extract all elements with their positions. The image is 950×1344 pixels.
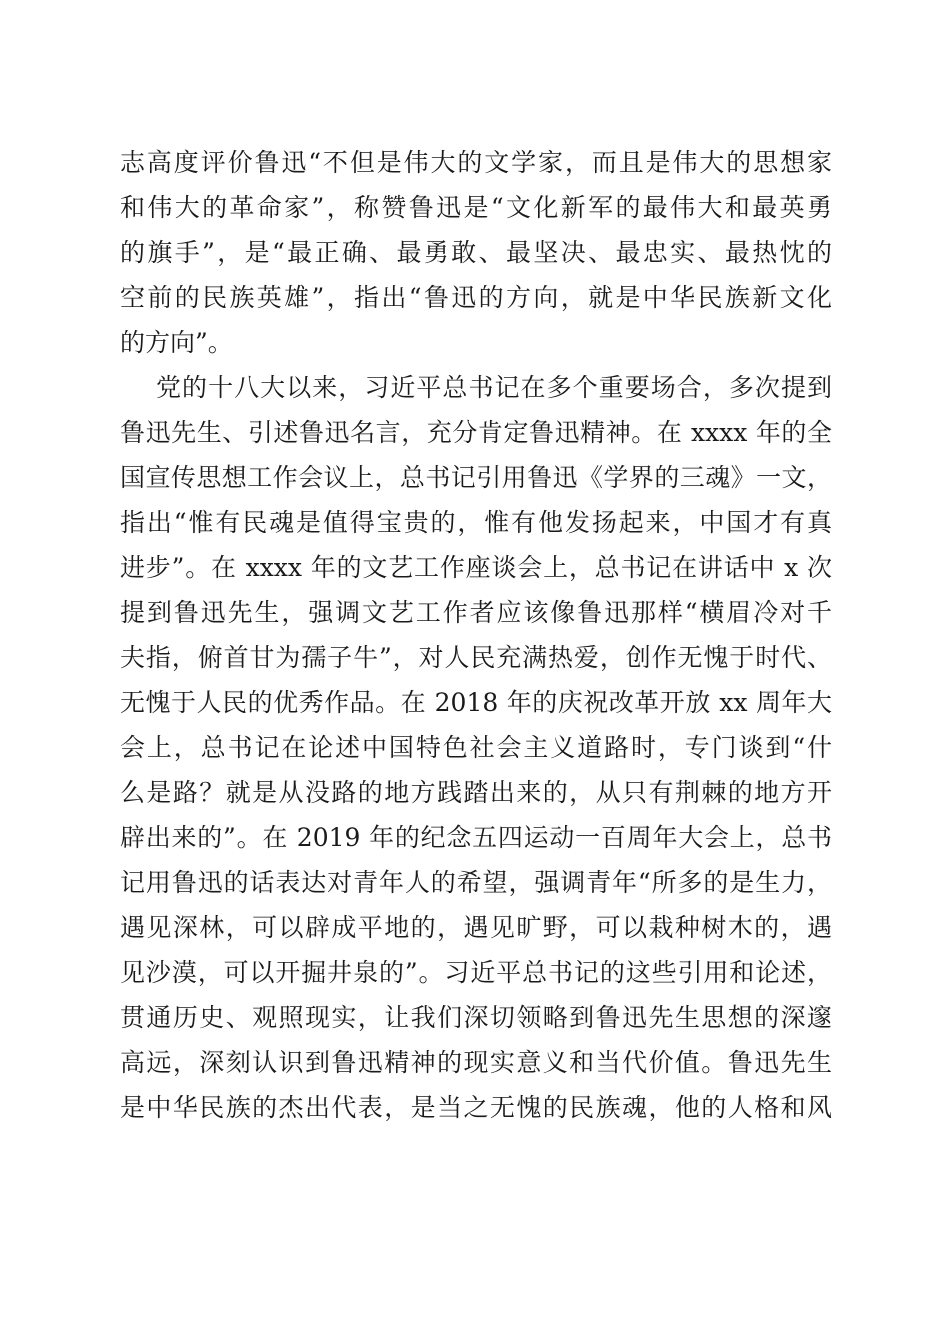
text-line: 记用鲁迅的话表达对青年人的希望，强调青年“所多的是生力， [120,868,832,897]
text-line: 见沙漠，可以开掘井泉的”。习近平总书记的这些引用和论述， [120,958,832,987]
text-line: 国宣传思想工作会议上，总书记引用鲁迅《学界的三魂》一文， [120,463,832,492]
text-line: 党的十八大以来，习近平总书记在多个重要场合，多次提到 [156,373,832,402]
text-line: 贯通历史、观照现实，让我们深切领略到鲁迅先生思想的深邃 [120,1003,832,1032]
text-line: 的旗手”，是“最正确、最勇敢、最坚决、最忠实、最热忱的 [120,238,832,267]
text-line: 指出“惟有民魂是值得宝贵的，惟有他发扬起来，中国才有真 [120,508,832,537]
text-line: 进步”。在 xxxx 年的文艺工作座谈会上，总书记在讲话中 x 次 [120,553,832,582]
text-line: 是中华民族的杰出代表，是当之无愧的民族魂，他的人格和风 [120,1093,832,1122]
paragraph-1 [120,140,832,365]
text-line: 么是路？就是从没路的地方践踏出来的，从只有荆棘的地方开 [120,778,832,807]
text-line: 鲁迅先生、引述鲁迅名言，充分肯定鲁迅精神。在 xxxx 年的全 [120,418,832,447]
text-line: 辟出来的”。在 2019 年的纪念五四运动一百周年大会上，总书 [120,823,832,852]
text-line: 空前的民族英雄”，指出“鲁迅的方向，就是中华民族新文化 [120,283,832,312]
text-line: 提到鲁迅先生，强调文艺工作者应该像鲁迅那样“横眉冷对千 [120,598,832,627]
document-body [120,140,832,1130]
text-line: 高远，深刻认识到鲁迅精神的现实意义和当代价值。鲁迅先生 [120,1048,832,1077]
text-line: 无愧于人民的优秀作品。在 2018 年的庆祝改革开放 xx 周年大 [120,688,832,717]
paragraph-2 [120,365,832,1130]
text-line: 会上，总书记在论述中国特色社会主义道路时，专门谈到“什 [120,733,832,762]
text-line: 的方向”。 [120,328,233,357]
text-line: 遇见深林，可以辟成平地的，遇见旷野，可以栽种树木的，遇 [120,913,832,942]
text-line: 志高度评价鲁迅“不但是伟大的文学家，而且是伟大的思想家 [120,148,832,177]
text-line: 和伟大的革命家”，称赞鲁迅是“文化新军的最伟大和最英勇 [120,193,832,222]
text-line: 夫指，俯首甘为孺子牛”，对人民充满热爱，创作无愧于时代、 [120,643,832,672]
